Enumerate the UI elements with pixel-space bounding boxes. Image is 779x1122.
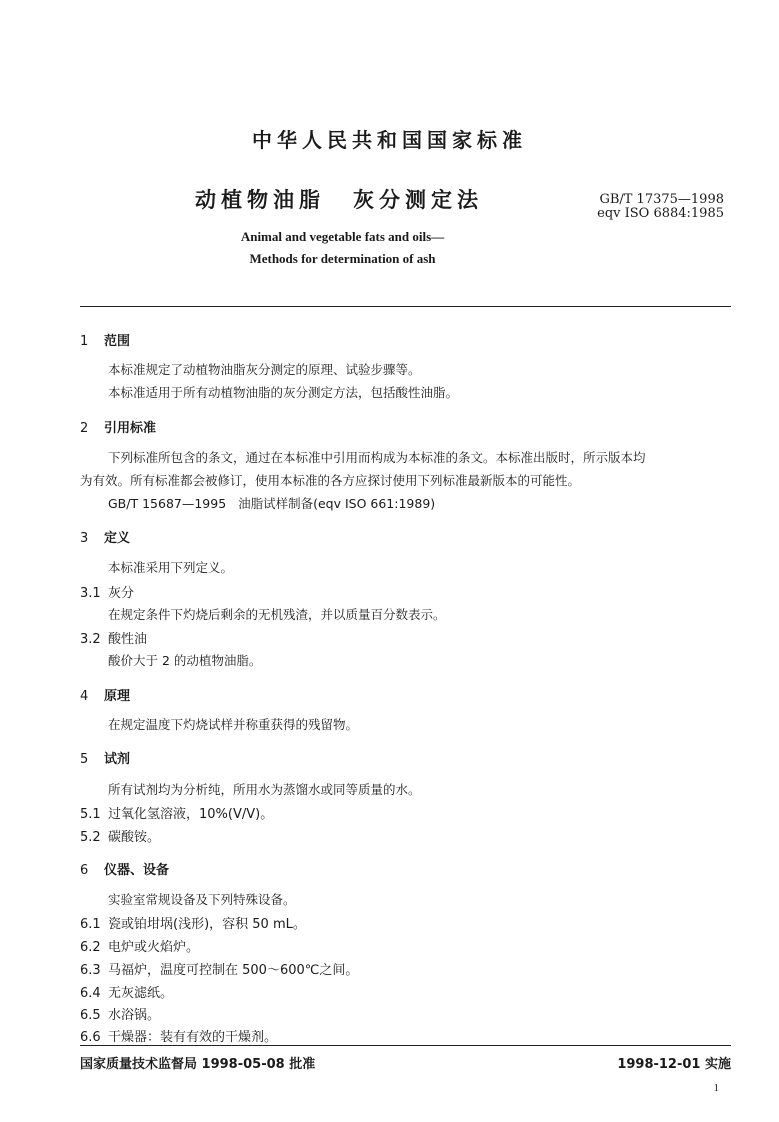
reagent-5-1: 5.1 过氧化氢溶液，10%(V/V)。 [80,807,274,822]
apparatus-6-5: 6.5 水浴锅。 [80,1008,161,1023]
section-5-paragraph: 所有试剂均为分析纯，所用水为蒸馏水或同等质量的水。 [108,782,421,797]
section-1-heading: 1 范围 [80,334,131,349]
section-1-paragraph-1: 本标准规定了动植物油脂灰分测定的原理、试验步骤等。 [108,362,421,377]
document-title-cn [195,184,483,214]
title-en-line1: Animal and vegetable fats and oils— [240,229,445,244]
apparatus-6-1: 6.1 瓷或铂坩埚(浅形)，容积 50 mL。 [80,917,306,932]
standard-number: GB/T 17375—1998 [599,192,724,207]
section-2-paragraph-line1: 下列标准所包含的条文，通过在本标准中引用而构成为本标准的条文。本标准出版时，所示版本均 [108,450,646,465]
page-number: 1 [713,1082,719,1094]
referenced-standard: GB/T 15687—1995 油脂试样制备(eqv ISO 661:1989) [108,496,436,511]
standard-code [597,193,724,221]
section-3-paragraph: 本标准采用下列定义。 [108,560,234,575]
section-1-paragraph-2: 本标准适用于所有动植物油脂的灰分测定方法，包括酸性油脂。 [108,385,459,400]
footer-rule [80,1045,731,1046]
approval-statement: 国家质量技术监督局 1998-05-08 批准 [80,1057,316,1072]
equivalent-standard: eqv ISO 6884:1985 [597,206,724,221]
section-6-paragraph: 实验室常规设备及下列特殊设备。 [108,892,296,907]
national-standard-heading: 中华人民共和国国家标准 [252,128,527,152]
section-4-paragraph: 在规定温度下灼烧试样并称重获得的残留物。 [108,717,359,732]
section-2-paragraph-line2: 为有效。所有标准都会被修订，使用本标准的各方应探讨使用下列标准最新版本的可能性。 [80,473,581,488]
section-2-heading: 2 引用标准 [80,421,157,436]
implementation-date: 1998-12-01 实施 [617,1057,731,1072]
section-6-heading: 6 仪器、设备 [80,863,170,878]
title-cn-part1: 动植物油脂 [195,188,325,212]
apparatus-6-6: 6.6 干燥器：装有有效的干燥剂。 [80,1030,278,1045]
apparatus-6-2: 6.2 电炉或火焰炉。 [80,940,200,955]
definition-3-1-text: 在规定条件下灼烧后剩余的无机残渣，并以质量百分数表示。 [108,607,446,622]
section-5-heading: 5 试剂 [80,752,131,767]
title-cn-part2: 灰分测定法 [353,188,483,212]
definition-3-2-heading: 3.2 酸性油 [80,632,148,647]
reagent-5-2: 5.2 碳酸铵。 [80,830,161,845]
definition-3-2-text: 酸价大于 2 的动植物油脂。 [108,653,262,668]
apparatus-6-3: 6.3 马福炉，温度可控制在 500～600℃之间。 [80,963,359,978]
header-rule [80,306,731,307]
definition-3-1-heading: 3.1 灰分 [80,586,135,601]
title-en-line2: Methods for determination of ash [249,251,436,266]
section-4-heading: 4 原理 [80,689,131,704]
apparatus-6-4: 6.4 无灰滤纸。 [80,986,174,1001]
section-3-heading: 3 定义 [80,531,131,546]
